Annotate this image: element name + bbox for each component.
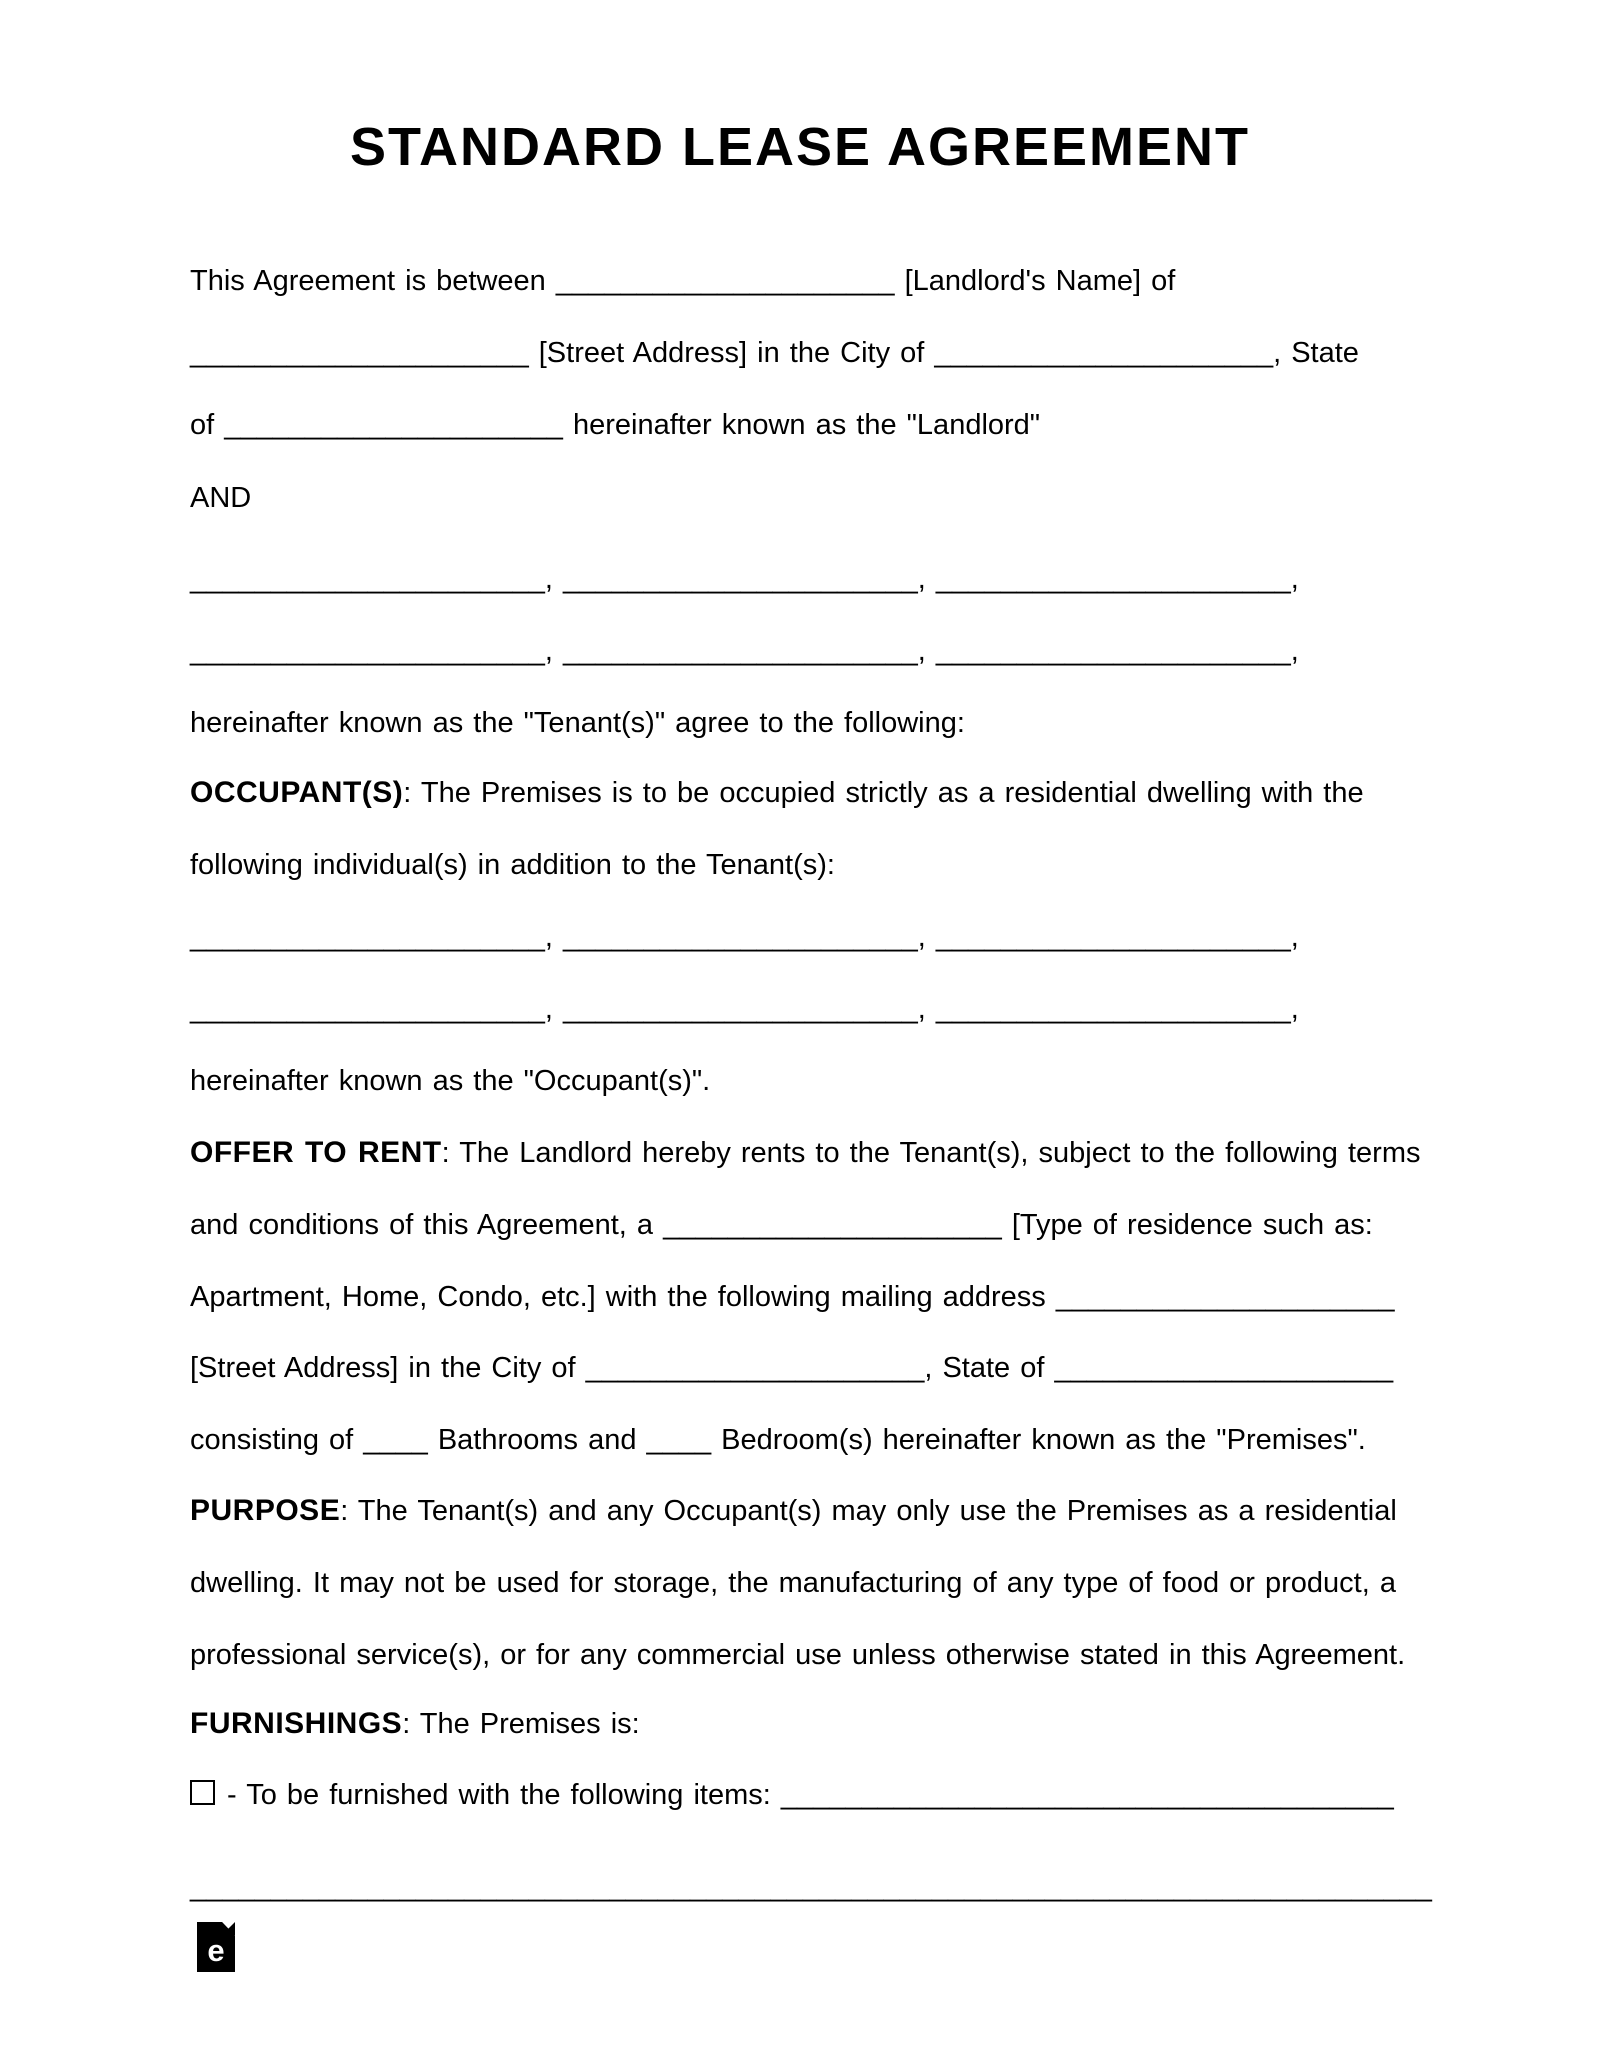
occupants-text-1: : The Premises is to be occupied strictly as a residential dwelling with the	[403, 777, 1364, 809]
intro-line-3: of _____________________ hereinafter known as the "Landlord"	[190, 409, 1041, 441]
occupants-heading: OCCUPANT(S)	[190, 776, 404, 809]
occupants-section-line-1	[190, 774, 1364, 812]
intro-line-1: This Agreement is between _____________________ [Landlord's Name] of	[190, 265, 1176, 297]
offer-section-line-3: Apartment, Home, Condo, etc.] with the following mailing address _____________________	[190, 1281, 1395, 1313]
eforms-logo-icon	[197, 1922, 235, 1972]
occupants-section-line-2: following individual(s) in addition to the Tenant(s):	[190, 849, 835, 881]
offer-heading: OFFER TO RENT	[190, 1136, 442, 1169]
occupant-names-blank-row-1: ______________________, ______________________, ______________________,	[190, 921, 1299, 953]
offer-text-1: : The Landlord hereby rents to the Tenant(s), subject to the following terms	[441, 1137, 1421, 1169]
offer-section-line-1	[190, 1134, 1420, 1172]
intro-and-label: AND	[190, 482, 252, 514]
offer-section-line-5: consisting of ____ Bathrooms and ____ Bedroom(s) hereinafter known as the "Premises".	[190, 1424, 1366, 1456]
purpose-section-line-3: professional service(s), or for any commercial use unless otherwise stated in this Agreement.	[190, 1639, 1406, 1671]
furnished-option-row	[190, 1776, 1394, 1814]
tenant-names-blank-row-2: ______________________, ______________________, ______________________,	[190, 635, 1299, 667]
offer-section-line-4: [Street Address] in the City of _____________________, State of _____________________	[190, 1352, 1394, 1384]
occupant-names-blank-row-2: ______________________, ______________________, ______________________,	[190, 993, 1299, 1025]
logo-letter: e	[207, 1933, 225, 1968]
purpose-section-line-2: dwelling. It may not be used for storage, the manufacturing of any type of food or product, a	[190, 1567, 1396, 1599]
tenants-closing-line: hereinafter known as the "Tenant(s)" agree to the following:	[190, 707, 965, 739]
document-title: STANDARD LEASE AGREEMENT	[349, 117, 1251, 177]
offer-section-line-2: and conditions of this Agreement, a _____________________ [Type of residence such as:	[190, 1209, 1373, 1241]
tenant-names-blank-row-1: ______________________, ______________________, ______________________,	[190, 563, 1299, 595]
furnishings-section-line	[190, 1705, 640, 1743]
intro-line-2: _____________________ [Street Address] in the City of _____________________, State	[190, 337, 1359, 369]
occupants-closing-line: hereinafter known as the "Occupant(s)".	[190, 1065, 711, 1097]
furnished-items-continuation-line: _____________________________________________________________________________	[190, 1871, 1432, 1903]
furnishings-text: : The Premises is:	[402, 1708, 640, 1740]
purpose-text-1: : The Tenant(s) and any Occupant(s) may only use the Premises as a residential	[340, 1495, 1397, 1527]
purpose-heading: PURPOSE	[190, 1494, 341, 1527]
purpose-section-line-1	[190, 1492, 1397, 1530]
furnishings-heading: FURNISHINGS	[190, 1707, 403, 1740]
furnished-option-label: - To be furnished with the following items: ______________________________________	[227, 1779, 1394, 1811]
furnished-checkbox[interactable]	[190, 1780, 215, 1805]
